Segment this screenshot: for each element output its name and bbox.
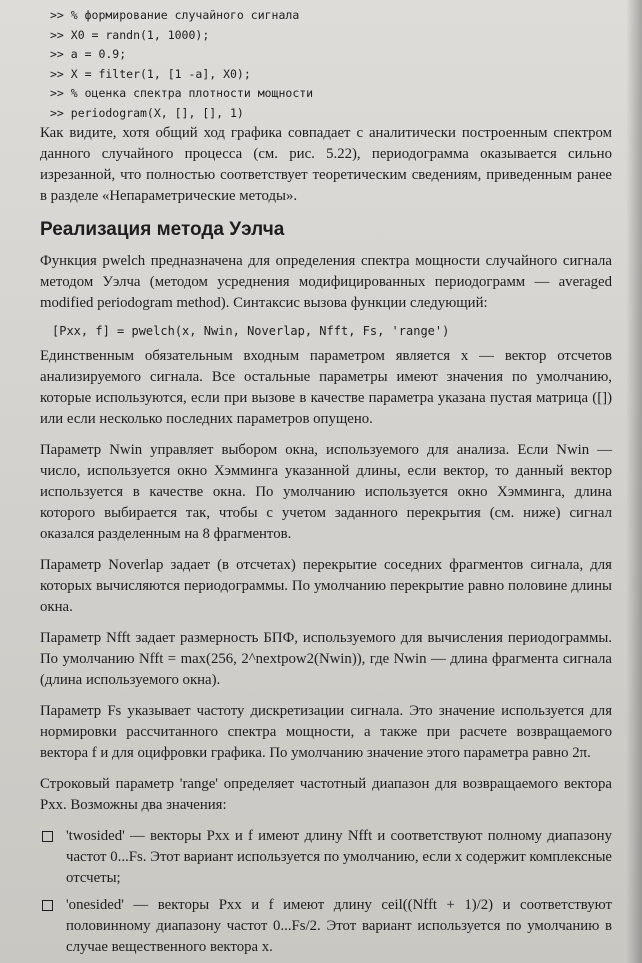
checkbox-bullet-icon — [42, 900, 53, 911]
section-title: Реализация метода Уэлча — [40, 219, 285, 240]
code-line: >> X = filter(1, [1 -a], X0); — [50, 66, 251, 81]
code-line: >> % оценка спектра плотности мощности — [50, 86, 314, 100]
intro-paragraph: Как видите, хотя общий ход графика совпадает с аналитически построенным спектром данного случайного процесса (см. рис. 5.22), периодограмма оказывается сильно изрезанной, что полностью соответствует теоретическим сведениям, приведенным ранее в разделе «Непараметрические методы». — [40, 125, 612, 204]
checkbox-bullet-icon — [42, 831, 53, 842]
list-item-twosided — [40, 826, 612, 889]
syntax-line: [Pxx, f] = pwelch(x, Nwin, Noverlap, Nfft, Fs, 'range') — [52, 324, 450, 338]
code-line: >> % формирование случайного сигнала — [50, 8, 300, 22]
paragraph-noverlap: Параметр Noverlap задает (в отсчетах) перекрытие соседних фрагментов сигнала, для которых вычисляются периодограммы. По умолчанию перекрытие равно половине длины окна. — [40, 557, 612, 615]
code-line: >> a = 0.9; — [50, 47, 127, 61]
code-line: >> periodogram(X, [], [], 1) — [50, 105, 244, 120]
paragraph-fs: Параметр Fs указывает частоту дискретизации сигнала. Это значение используется для нормировки рассчитанного спектра мощности, а также при расчете возвращаемого вектора f и для оцифровки графика. По умолчанию значение этого параметра равно 2π. — [40, 703, 612, 761]
paragraph-pwelch: Функция pwelch предназначена для определения спектра мощности случайного сигнала методом Уэлча (методом усреднения модифицированных периодограмм — averaged modified periodogram method). Синтаксис вызова функции следующий: — [40, 253, 612, 311]
list-item-onesided — [40, 895, 612, 958]
paragraph-nwin: Параметр Nwin управляет выбором окна, используемого для анализа. Если Nwin — число, используется окно Хэмминга указанной длины, если вектор, то данный вектор используется в качестве окна. По умолчанию используется окно Хэмминга, длина которого выбирается так, чтобы с учетом заданного перекрытия (см. ниже) сигнал оказался разделенным на 8 фрагментов. — [40, 442, 612, 542]
paragraph-nfft: Параметр Nfft задает размерность БПФ, используемого для вычисления периодограммы. По умолчанию Nfft = max(256, 2^nextpow2(Nwin)), где Nwin — длина фрагмента сигнала (длина используемого окна). — [40, 630, 612, 688]
code-line: >> X0 = randn(1, 1000); — [50, 27, 210, 42]
paragraph-x: Единственным обязательным входным параметром является x — вектор отсчетов анализируемого сигнала. Все остальные параметры имеют значения по умолчанию, которые используются, если при вызове в качестве параметра указана пустая матрица ([]) или если несколько последних параметров опущено. — [40, 348, 612, 427]
page-edge-shadow — [626, 0, 642, 963]
code-listing — [50, 6, 612, 123]
list-item-text: 'onesided' — векторы Pxx и f имеют длину ceil((Nfft + 1)/2) и соответствуют половинному диапазону частот 0...Fs/2. Этот вариант используется по умолчанию в случае вещественного вектора x. — [66, 897, 612, 955]
paragraph-range: Строковый параметр 'range' определяет частотный диапазон для возвращаемого вектора Pxx. Возможны два значения: — [40, 776, 612, 813]
list-item-text: 'twosided' — векторы Pxx и f имеют длину Nfft и соответствуют полному диапазону частот 0...Fs. Этот вариант используется по умолчанию, если x содержит комплексные отсчеты; — [66, 828, 612, 886]
range-options-list — [40, 826, 612, 958]
